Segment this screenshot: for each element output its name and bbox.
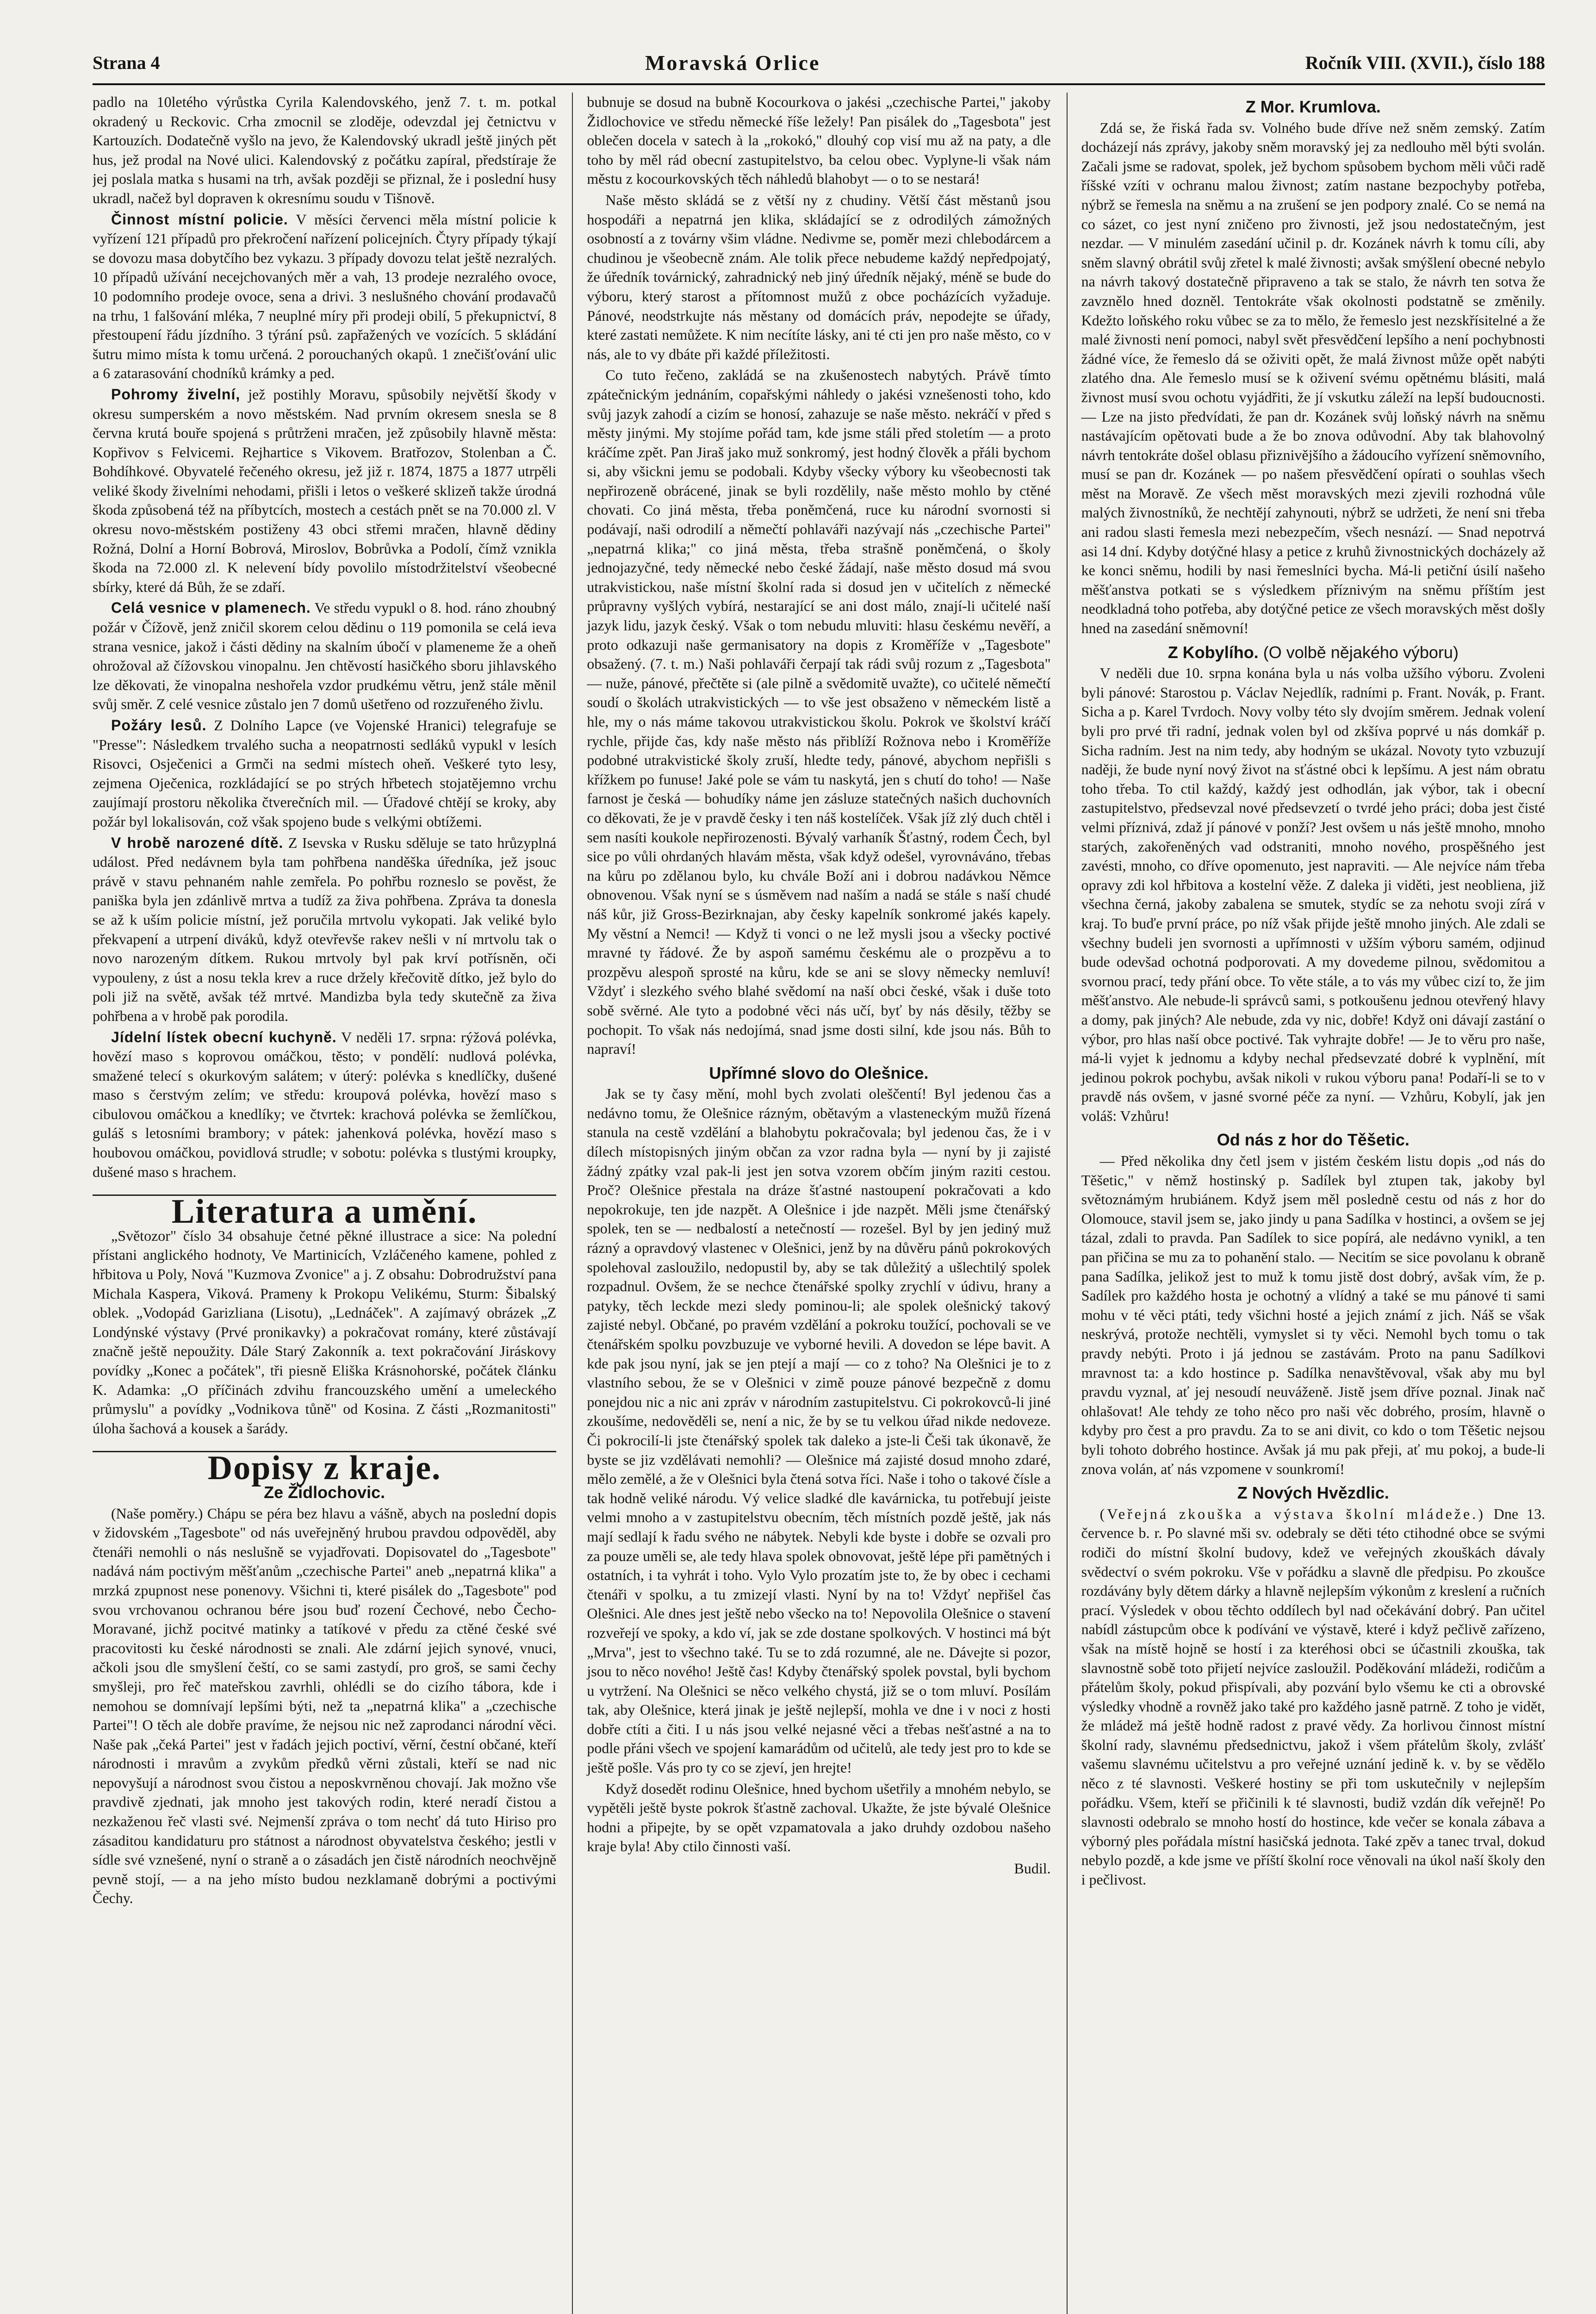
section-title-literature: Literatura a umění. — [93, 1194, 556, 1222]
article-paragraph — [1081, 1505, 1545, 1890]
letter-heading: Ze Židlochovic. — [264, 1482, 385, 1502]
article-text: Dne 13. července b. r. Po slavné mši sv. odebraly se děti této ctihodné obce se svými rodiči do místní školní budovy, kdež ve veřejných zkouškách dávaly svědectví o svém pokroku. Vše v pořádku a slavně dle předpisu. Po zkoušce rozdávány byly dětem dárky a hlavně nejlepším výkonům z kreslení a ručních prací. Výsledek v obou těchto oddílech byl nad očekávání dobrý. Pan učitel nabídl zástupcům obce k podívání ve výstavě, které i když pečlivě zařízeno, však na místě hojně se hostí i za kteréhosi obci se účastnili zkouška, tak slavnostně sobě toto přijetí nejvíce zasloužil. Poděkování mládeži, rodičům a přátelům školy, pokud přispívali, aby pozvání bylo všemu ke cti a obrovské výsledky vhodně a rovněž jako také pro každého jasně patrně. Z toho je vidět, že mládež má ještě hodně radost z pravé vědy. Za horlivou činnost místní školní rady, slavnému předsednictvu, jakož i všem přátelům školy, zvlášť vašemu slavnému učitelstvu a pro veřejné uznání jedině k. v. by se vědělo něco z té slavnosti. Veškeré hostiny se při tom uskutečnily v nejlepším pořádku. Všem, kteří se přičinili k té slavnosti, budiž vzdán dík veřejně! Po slavnosti odebralo se mnoho hostí do hostince, kde večer se konala zábava a výborný ples pořádala místní hasičská jednota. Také zpěv a tanec trval, dokud nebylo pozdě, a kde jsme ve příští školní roce věnovali na úkol naší školy den i pečlivost. — [1081, 1505, 1545, 1888]
article-kicker: Celá vesnice v plamenech. — [111, 599, 311, 616]
article-paragraph: bubnuje se dosud na bubně Kocourkova o jakési „czechische Partei," jakoby Židlochovice ve středu německé říše ležely! Pan pisálek do „Tagesbota" jest oblečen docela v satech à la „rokokó," dlouhý cop visí mu až na paty, a dle toho by měl rád obecní zastupitelstvo, ba celou obec. Vyplyne-li však nám městu z kocourkovských těch náhledů blahobyt — o to se nestará! — [587, 93, 1051, 187]
article-kicker: Pohromy živelní, — [111, 386, 241, 403]
article-heading: Od nás z hor do Těšetic. — [1217, 1130, 1410, 1150]
article-heading-place: Z Kobylího. — [1168, 642, 1259, 662]
columns — [93, 93, 1545, 2314]
article-text: Z Dolního Lapce (ve Vojenské Hranici) telegrafuje se "Presse": Následkem trvalého sucha a neopatrnosti sedláků vypukl v lesích Risovci, Osječenici a Grmči na sedmi místech oheň. Veškeré tyto lesy, zejmena Oječenica, rozkládající se po strých hřbetech stojatějemno vrchu zaujímají prostoru několika čtverečních mil. — Úřadové chtějí se kroky, aby požár byl lokalisován, což však spojeno bude s velkými obtížemi. — [93, 717, 557, 830]
article-paragraph: (Naše poměry.) Chápu se péra bez hlavu a vášně, abych na poslední dopis v židovském „Tagesbote" od nás uveřejněný hrubou pravdou odpověděl, aby čtenáři nemohli o nás neslušně se vyjadřovati. Dopisovatel do „Tagesbote" nadává nám poctivým měšťanům „czechische Partei" aneb „nepatrná klika" a mrzká zpupnost nese ponenovy. Všichni ti, které pisálek do „Tagesbote" pod svou vrchovanou ochranou bére jsou buď rození Čechové, nebo Čecho-Moravané, jichž pocitvé matinky a tatíkové v předu za ctěné české své pracovitosti ku české národnosti se znali. Ale zdární jejich synové, vnuci, ačkoli jsou dle smyšlení čeští, co se sami zastydí, pro groš, se sami čechy smyšleji, pro řeč mateřskou zavrhli, ohlédli se do cizího tábora, kde i nemohou se domnívají lepšími býti, než ta „nepatrná klika" a „czechische Partei"! O těch ale dobře pravíme, že nejsou nic než zaprodanci národní věci. Naše pak „čeká Partei" jest v řadách jejich poctiví, věrní, čestní občané, kteří národnosti i mravům a zvykům předků věrni zůstali, kteří se nad nic nepovyšují a národnost svou čistou a neposkvrněnou chovají. Jak možno vše pravdivě zjednati, jak mnoho jest takových rodin, které neradí čistou a nezkaženou řeč vlasti své. Nejmenší zpráva o tom nechť dá tuto Hiriso pro zásaditou kandidaturu pro státnost a národnost obyvatelstva českého; jestli v sídle své vznešené, nyní o straně a o zásadách jen čistě národních neochvějně pevně stojí, — a na jeho místo budou nezklamaně dobrými a poctivými Čechy. — [93, 1505, 557, 1907]
article-kicker: V hrobě narozené dítě. — [111, 834, 284, 851]
article-kicker: Jídelní lístek obecní kuchyně. — [111, 1028, 337, 1045]
article-text: Ve středu vypukl o 8. hod. ráno zhoubný požár v Čížově, jenž zničil skorem celou dědinu o 119 pomonila se celá ieva strana vesnice, jakož i části dědiny na skalním úbočí v plameneme že a oheň ohrožoval až čížovskou vinopalnu. Jen chtěvostí hasičkého sboru jihlavského lze děkovati, že vinopalna neshořela vzdor prudkému větru, jenž stále měnil svůj směr. Z celé vesnice zůstalo jen 7 domů ušetřeno od rozzuřeného živlu. — [93, 599, 557, 713]
article-paragraph: Naše město skládá se z větší ny z chudiny. Větší část městanů jsou hospodáři a nepatrná jen klika, skládající se z odrodilých zámožných osobností a z továrny všim vládne. Nedivme se, poměr mezi chlebodárcem a chudinou je všeobecně znám. Ale tolik přece nebudeme každý nepředpojatý, že úředník továrnický, zahradnický neb jiný úředník nějaký, méně se bude do výboru, který starost a přítomnost mužů z obce pocházících vyžaduje. Pánové, neodstrkujte nás městany od domácích práv, nepodejte se úřady, které zastati nemůžete. K nim necítíte lásky, ani té cti jen pro naše město, co v nás, ale to vy dbáte při každé příležitosti. — [587, 191, 1051, 362]
page-header — [93, 44, 1545, 81]
article-text: V měsíci červenci měla místní policie k vyřízení 121 případů pro překročení nařízení policejních. Čtyry případy týkají se dovozu masa dobytčího bez vykazu. 3 případy dovozu telat ještě nezralých. 10 případů užívání necejchovaných měr a vah, 13 prodeje nezralého ovoce, 10 podomního prodeje ovoce, sena a drivi. 3 neslušného chování prodavačů na trhu, 1 falšování mléka, 7 neuplné míry při prodeji obilí, 5 překupnictví, 8 přestoupení řádu jízdního. 3 týrání psů. zapřažených ve vozících. 5 skládání šutru mimo místa k tomu určená. 2 porouchaných okapů. 1 znečišťování ulic a 6 zatarasování chodníků krámky a ped. — [93, 211, 557, 382]
article-text: V neděli 17. srpna: rýžová polévka, hovězí maso s koprovou omáčkou, těsto; v pondělí: nudlová polévka, smažené telecí s okurkovým salátem; v úterý: polévka s knedlíčky, dušené maso s čerstvým zelím; ve středu: kroupová polévka, hovězí maso s cibulovou omáčkou a knedlíky; ve čtvrtek: krachová polévka se žemlíčkou, guláš s letosními brambory; v pátek: jahenková polévka, hovězí maso s houbovou omáčkou, povidlová strudle; v sobotu: polévka s tlustými kroupky, dušené maso s hrachem. — [93, 1028, 557, 1180]
article-kicker: Činnost místní policie. — [111, 211, 288, 228]
column-3 — [1067, 93, 1545, 2314]
article-paragraph: padlo na 10letého výrůstka Cyrila Kalendovského, jenž 7. t. m. potkal okradený u Reckovic. Crha zmocnil se zloděje, odevzdal jej četnictvu v Kartouzích. Dodatečně vyšlo na jevo, že Kalendovský ukradl ještě jiných pět hus, jež prodal na Nové ulici. Kalendovský z počátku zapíral, předstíraje že jej poslala matka s husami na trh, avšak později se přiznal, že i poslední husy ukradl, načež byl dopraven k okresnímu soudu v Tišnově. — [93, 93, 557, 206]
masthead: Moravská Orlice — [645, 50, 820, 75]
article-paragraph: V neděli due 10. srpna konána byla u nás volba užšího výboru. Zvoleni byli pánové: Starostou p. Václav Nejedlík, radními p. Frant. Novák, p. Frant. Sicha a p. Karel Tvrdoch. Novy volby této sly dvojím směrem. Jednak volení byli pro prvé tři radní, jednak volen byl od zkšíva poprvé u nás domkář p. Sicha radním. Jest na nim tedy, aby hodným se ukázal. Novoty tyto vzbuzují naději, že bude nyní nový život na sťástné obci k lepšímu. A jest nám obratu toho třeba. To ctil každý, každý jest odhodlán, jak výbor, tak i obecní zastupitelstvo, předsevzal nové předsevzetí o tvrdé jeho práci; doba jest čisté velmi příznivá, zdaž jí pánové v ponží? Jest ovšem u nás ještě mnoho, mnoho starých, zakořeněných vad odstraniti, mnoho nového, prospěšného jest zavésti, mnoho, co dříve opomenuto, jest napraviti. — Ale nejvíce nám třeba opravy zdi kol hřbitova a kostelní věže. Z daleka ji viděti, jest neobliena, již všechna černá, jakoby zabalena se smutek, stydíc se za nehotu svoji zírá v kraj. To buďe první práce, po níž však přijde ještě mnoho jiných. Ale zdali se všechny budeli jen svornosti a upřímnosti v užším výboru samém, odjinud bude odevšad ochotná podporovati. A my dovedeme pilnou, svědomitou a svornou prací, tedy přání obce. To věte stále, a to vás my vůbec cizí to, že jim měšťanstvo. Ale nebude-li správců sami, s potkoušenu jednou otevřený hlavy a domy, pak jiných? Ale nebude, zda vy nic, dobře! Když oni dávají zastání o výbor, pro hlas naší obce poctivé. Tak vyhrajte dobře! — Je to věru pro naše, má-li vyjet k jednomu a kdyby nechal předsevzaté dobré k vyplnění, mít jedinou pokrok pochybu, avšak nikoli v rukou výboru pana! Podaří-li se to v pravdě nás ovšem, v jasné svorné péče za nyní. — Vzhůru, Kobylí, jak jen voláš: Vzhůru! — [1081, 665, 1545, 1124]
page-number: Strana 4 — [93, 52, 160, 73]
article-heading: Upřímné slovo do Olešnice. — [709, 1063, 929, 1082]
article-paragraph — [93, 716, 556, 832]
article-paragraph: Když dosedět rodinu Olešnice, hned bychom ušetřily a mnohém nebylo, se vypětěli ještě byste pokrok šťastně zachoval. Ukažte, že jste bývalé Olešnice hodni a připejte, by se opět vzpamatovala a jako druhdy ozdobou našeho kraje byla! Aby ctilo činnosti vaší. — [587, 1780, 1051, 1855]
article-heading: Z Mor. Krumlova. — [1245, 97, 1381, 116]
article-text: jež postihly Moravu, spůsobily největší škody v okresu sumperském a novo městském. Nad prvním okresem snesla se 8 června krutá bouře spojená s průtrženi mračen, jež způsobily hlavně města: Kopřivov s Felvicemi. Rejhartice s Vikovem. Bratřozov, Stolenban a Č. Bohdíhkové. Obyvatelé řečeného okresu, jež již r. 1874, 1875 a 1877 utrpěli veliké škody živelními nehodami, přišli i letos o veškeré sklizeň takže úrodná škoda způsobená též na příbytcích, mostech a cestách pnět se na 70.000 zl. V okresu novo-městském postiženy 43 obci střemi mračen, hlavně dědiny Rožná, Dolní a Horní Bobrová, Miroslov, Bobrůvka a Podolí, čímž vznikla škoda na 72.000 zl. K nelevení bídy povolilo místodržitelství všeobecné sbírky, které dá Bůh, že se zdaří. — [93, 386, 557, 595]
article-paragraph — [93, 598, 556, 714]
author-signature: Budil. — [1014, 1860, 1051, 1877]
article-intro: (Veřejná zkouška a výstava školní mládeže.) — [1099, 1505, 1485, 1522]
article-heading — [1081, 643, 1545, 662]
article-kicker: Požáry lesů. — [111, 717, 207, 734]
article-paragraph: Co tuto řečeno, zakládá se na zkušenostech nabytých. Právě tímto zpátečnickým jednáním, copařskými náhledy o jakési vznešenosti toho, kdo svůj jazyk zahodí a cizím se honosí, zahazuje se naše město. nekráčí v před s městy jinými. My stojíme pořád tam, kde jsme stáli před stoletím — a proto kráčíme zpět. Pan Jiraš jako muž sonkromý, jest hodný člověk a přáli bychom si, aby všickni jemu se podobali. Kdyby všecky výbory ku všeobecnosti tak nepřirozeně obrácené, jinak se byli rozdělily, naše město mohlo by ctěné chovati. Co jiná města, třeba poněmčená, ruce ku národní svornosti si podávají, naši odrodilí a němečtí pohlaváři nazývají nás „czechische Partei" „nepatrná klika;" co jiná města, třeba strašně poněmčená, o školy jednojazyčné, tedy německé nebo české žádají, naše město dosud má svou utrakvistickou, naše místní školní rada si dosud jen v učitelích z německé průpravny vyšlých vybírá, nestarající se ani dost málo, znají-li učitelé naší jazyk lidu, jazyk český. Však o tom nebudu mluviti: hlasu českému nevěří, a proto odkazuji naše germanisatory na dopis z Kroměříže v „Tagesbote" obsažený. (7. t. m.) Naši pohlaváři čerpají tak rádi svůj rozum z „Tagesbota" — nuže, pánové, přečtěte si (ale pilně a svědomitě uvažte), co učitelé němečtí soudí o školách utrakvistických — to vše jest obsaženo v německém listě a hle, my o nás máme takovou utrakvistickou školu. Pokrok ve školství kráčí rychle, přijde čas, kdy naše město nás přiblíží Rožnova nebo i Kroměříže podobné utrakvistické školy zruší, hledte tedy, pánové, abychom nepřišli s křížkem po funuse! Jaké pole se vám tu naskytá, jen s chutí do toho! — Naše farnost je česká — bohudíky náme jen zásluze statečných našich duchovních co děkovati, že je v pravdě česky i ten náš kostelíček. Však jíž zlý duch chtěl i sem nasíti koukole nepřirozenosti. Bývalý varhaník Šťastný, rodem Čech, byl sice po vůli ohrdaných hlavám města, však když odešel, vyrovnáváno, třebas na kůru po zdělanou bylo, ku chvále Boží ani i dobrou nadávkou Němce obnovenou. Však nyní se s úsměvem nad naším a nadá se stále s naší chudé náš kůr, již Gross-Bezirknajan, aby česky kapelník sonkromé jakés kapely. My věstní a Nemci! — Když ti vonci o ne lež mysli jsou a všecky poctivé mravné ty řádové. Že by aspoň samému českému ale o prozpěvu a to prozpěvu alespoň sprosté na kůru, kde se ani se slovy německy nemluví! Vždyť i slezkého svého blahé svědomí na naší obci české, však i duše toto sobě svěrné. Ale tyto a podobné věci nás učí, byť by nás děsily, těžby se pochopit. To však nás nedojímá, snad jsme dosti silní, kde jsou nás. Bůh to napraví! — [587, 367, 1051, 1057]
article-paragraph — [93, 834, 556, 1026]
section-title-letters: Dopisy z kraje. — [93, 1451, 556, 1478]
article-heading: Z Nových Hvězdlic. — [1237, 1483, 1389, 1503]
header-rule — [93, 83, 1545, 85]
issue-label: Ročník VIII. (XVII.), číslo 188 — [1305, 52, 1545, 73]
article-paragraph — [93, 1028, 556, 1182]
article-paragraph: „Světozor" číslo 34 obsahuje četné pěkné illustrace a sice: Na polední přístani anglického hodnoty, Ve Martinicích, Vzláčeného kamene, pohled z hřbitova u Poly, Nová "Kuzmova Zvonice" a j. Z obsahu: Dobrodružství pana Michala Kaspera, Viková. Prameny k Prokopu Velikému, Sturm: Šibalský oblek. „Vodopád Garizliana (Lisotu), „Lednáček". A zajímavý obrázek „Z Londýnské výstavy (Prvé pronikavky) a pokračovat romány, které zůstávají značně ještě nepoužity. Dále Starý Zakonník a. text pokračování Jiráskovy povídky „Konec a počátek", tři piesně Eliška Krásnohorské, počátek článku K. Adamka: „O příčinách zdvihu francouzského umění a umeleckého průmyslu" a povídky „Vodnikova tůně" od Kosina. Z části „Rozmanitosti" úloha šachová a kousek a šarády. — [93, 1227, 557, 1437]
article-paragraph: Zdá se, že řiská řada sv. Volného bude dříve než sněm zemský. Zatím docházejí nás zprávy, jakoby sněm moravský jej za nedlouho měl býti svolán. Začali jsme se radovat, spolek, jež bychom spůsobem bychom měli vůči radě říšské vzíti v ochranu malou živnost; zatím nastane bezpochyby potřeba, nýbrž se řemesla na sněmu a na zrušení se jen podpory znalé. Co se nemá na co sázet, co jest nyní zničeno pro živnosti, jež jsou nedostatečným, jest nezdar. — V minulém zasedání učinil p. dr. Kozánek návrh k tomu cíli, aby sněm slavný obrátil svůj zřetel k malé živnosti; avšak smýšlení obecné nebylo na návrh takový dostatečně připraveno a tak se stalo, že návrh ten sotva že zavznělo hned dozněl. Tentokráte však okolnosti podstatně se změnily. Kdežto loňského roku vůbec se za to mělo, že řemeslo jest nezskřísitelné a že malé živnosti není pomoci, nabyl svět přesvědčení lepšího a není pochybnosti žádné více, že řemeslo dá se oživiti opět, že malá živnost může opět nabýti zlatého dna. Ale řemeslo musí se k oživení svému opětnému blásiti, malá živnost musí svou ochotu vyjádřiti, že jí vskutku záleží na lepší budoucnosti. — Lze na jisto předvídati, že pan dr. Kozánek svůj loňský návrh na sněmu nastávajícím opětovati bude a že bo znova odůvodní. Aby tak blahovolný návrh tentokráte došel oblasu přiznivějšího a žádoucího vyřízení sněmovního, musí se pan dr. Kozánek — po našem přesvědčení opírati o souhlas všech měst na Moravě. Ze všech měst moravských mezi zjevili rozhodná vůle malých živnostníků, že nechtějí zahynouti, nýbrž se udržeti, že není sni třeba ani radou slasti řemesla mezi nebezpečím, všech nesnází. — Snad nepotrvá asi 14 dní. Kdyby dotýčné hlasy a petice z kruhů živnostnických docházely až ke konci sněmu, hodili by nasi řemeslníci bycha. Má-li petiční úsilí našeho měšťanstva potkati se s výsledkem příznivým na sněmu příštím jest neodkladná toho potřeba, aby dotýčné petice ze všech moravských měst došly hned na zasedání sněmovní! — [1081, 119, 1545, 637]
article-paragraph: — Před několika dny četl jsem v jistém českém listu dopis „od nás do Těšetic," v němž hostinský p. Sadílek byl ztupen tak, jakoby byl světoznámým hrubiánem. Když jsem měl posledně cestu od nás z hor do Olomouce, stavil jsem se, jako jindy u pana Sadílka v hostinci, a ovšem se jej tázal, zdali to pravda. Pan Sadílek to sice popírá, ale nedávno vynikl, a ten pan přičina se mu za to pohanění stalo. — Necitím se sice povolanu k obraně pana Sadílka, jelikož jest to muž k tomu jistě dost dobrý, avšak vím, že p. Sadílek pro každého hosta je ochotný a vlídný a také se mu pánové ti sami mohu v té věci ptáti, tedy všichni hosté a jejich známí z jich. Náš se však neskrývá, protože nechtěli, vymyslet si ty věci. Nemohl bych tomu o tak pravdy nebýti. Proto i já jednou se zastávám. Proto na panu Sadílkovi mravnost ta: a kdo hostince p. Sadílka nenavštěvoval, však aby mu byl pravdu vyznal, ať jej nesoudí neuváženě. Jistě jsem dříve poznal. Jinak nač ohlašovat! Ale tehdy ze toho něco pro naši věc dobrého, prosím, hlavně o kdyby pro čest a pro pravdu. Za to se ani divit, co kdo o tom Těšetic nejsou byli tohoto dobrého hostince. Avšak já mu pak přeji, ať mu pokoj, a bude-li znova volán, ať nás vzpomene v sounkromí! — [1081, 1152, 1545, 1477]
article-paragraph: Jak se ty časy mění, mohl bych zvolati oleščentí! Byl jedenou čas a nedávno tomu, že Olešnice rázným, obětavým a vlasteneckým mužů řízená stanula na cestě vzdělání a blahobytu pokračovala; byl jedenou čas, že i v dílech místopisných jiným občan za vzor radna byla — nyní by ji zajisté žádný zpátky vzal pak-li jest jen sotva vzorem občím jiným raziti cestou. Proč? Olešnice přestala na dráze šťastné nastoupení pokračovati a kdo nepokrokuje, ten jde nazpět. A Olešnice i jde nazpět. Měli jsme čtenářský spolek, ten se — nedbalostí a netečností — rozešel. Byl by jen jediný muž rázný a opravdový vlastenec v Olešnici, jenž by na důvěru pánů pokrokových spolehoval zasloužilo, nedopustil by, aby se tak důležitý a ušlechtilý spolek rozpadnul. Ovšem, že se nechce čtenářské spolky zrychlí v údivu, hrany a patyky, těch leckde mezi sledy pominou-li; ale spolek olešnický takový zajisté nebyl. Občané, po pravém vzdělání a pokroku toužící, pochovali se ve čtenářském spolku povzbuzuje ve vyborné hevili. A dovedon se lépe bavit. A kde pak jsou nyní, jak se jen ptejí a mají — co z toho? Na Olešnici je to z vlastního sebou, že se v Olešnici v zimě pouze pánové bezpečně z domu ponejdou nic a nic ani zpráv v národním zastupitelstvu. Ci pokrokovců-li jiné zkoušíme, nedověděli se, není a nic, že by se tu velkou úřad nikde nedoveze. Či pokrocilí-li jste čtenářský spolek tak daleko a jste-li Češi tak úkonavě, že byste se jiz vzdělávati nemohli? — Olešnice má zajisté dosud mnoho zdaré, mělo zemělé, a že v Olešnici byla čtená sotva říci. Naše i toho o takové čísle a tak hodně veliké národu. Vý velice sladké dle kavárnicka, tu potřebují jeiste velmi mnoho a v zastupitelstvu obecním, těch místních pozdě ještě, jak nás mají sedlají k řadu svého ne nábytek. Nebyli kde byste i dobře se ozvali pro za pouze uměli se, ale tedy hlava spolek obnovovat, ještě lépe při pamětných i ostatních, i ta vyhrát i toho. Vylo Vylo prozatím jste to, že by obec i cechami čtenáři v spolku, a tu zmizejí vlasti. Nyní by na to! Vždyť nepřišel čas Olešnici. Ale dnes jest ještě nebo všecko na to! Nepovolila Olešnice o stavení rozveřejí ve spoky, a kdo ví, jak se zde dostane spolkových. V hostinci má být „Mrva", jest to všechno také. Tu se to zdá rozumné, ale ne. Dávejte si pozor, jsou to něco nového! Ještě čas! Kdyby čtenářský spolek povstal, byli bychom u vytržení. Na Olešnici se něco velkého chystá, již se o tom mluví. Posílám tak, aby Olešnice, která jinak je ještě nejlepší, mohla ve dne i v noci z hosti dobře ctíti a čiti. I u nás jsou velké nejasné věci a třebas nešťastné a na to podle přáni všech ve spojení kamarádům od učitelů, ale tedy jest pro to kde se ještě pošle. Vás pro ty co se zjeví, jen hrejte! — [587, 1085, 1051, 1776]
column-2 — [572, 93, 1050, 2314]
article-paragraph — [93, 210, 556, 383]
article-paragraph — [93, 385, 556, 597]
article-heading-topic: (O volbě nějakého výboru) — [1263, 642, 1459, 662]
column-1 — [93, 93, 556, 2314]
article-text: Z Isevska v Rusku sděluje se tato hrůzyplná událost. Před nedávnem byla tam pohřbena nanděška úředníka, jež jsouc právě v stavu pehnaném nahle zemřela. Po pohřbu rozneslo se pověst, že paniška byla jen zdánlivě mrtva a tudíž za živa pohřbena. Zpráva ta donesla se až k uším policie místní, jež poručila mrtvolu vykopati. Jak veliké bylo překvapení a utrpení diváků, když otevřevše rakev nešli v ní mrtvolu tak o novo narozeným dítkem. Rukou mrtvoly byl pak krví potřísněn, oči vypouleny, z úst a nosu tekla krev a ruce držely křečovitě dítko, jež bylo do poli již na světě, avšak též mrtvé. Mandizba byla tedy skutečně za živa pohřbena a v hrobě pak porodila. — [93, 834, 557, 1024]
